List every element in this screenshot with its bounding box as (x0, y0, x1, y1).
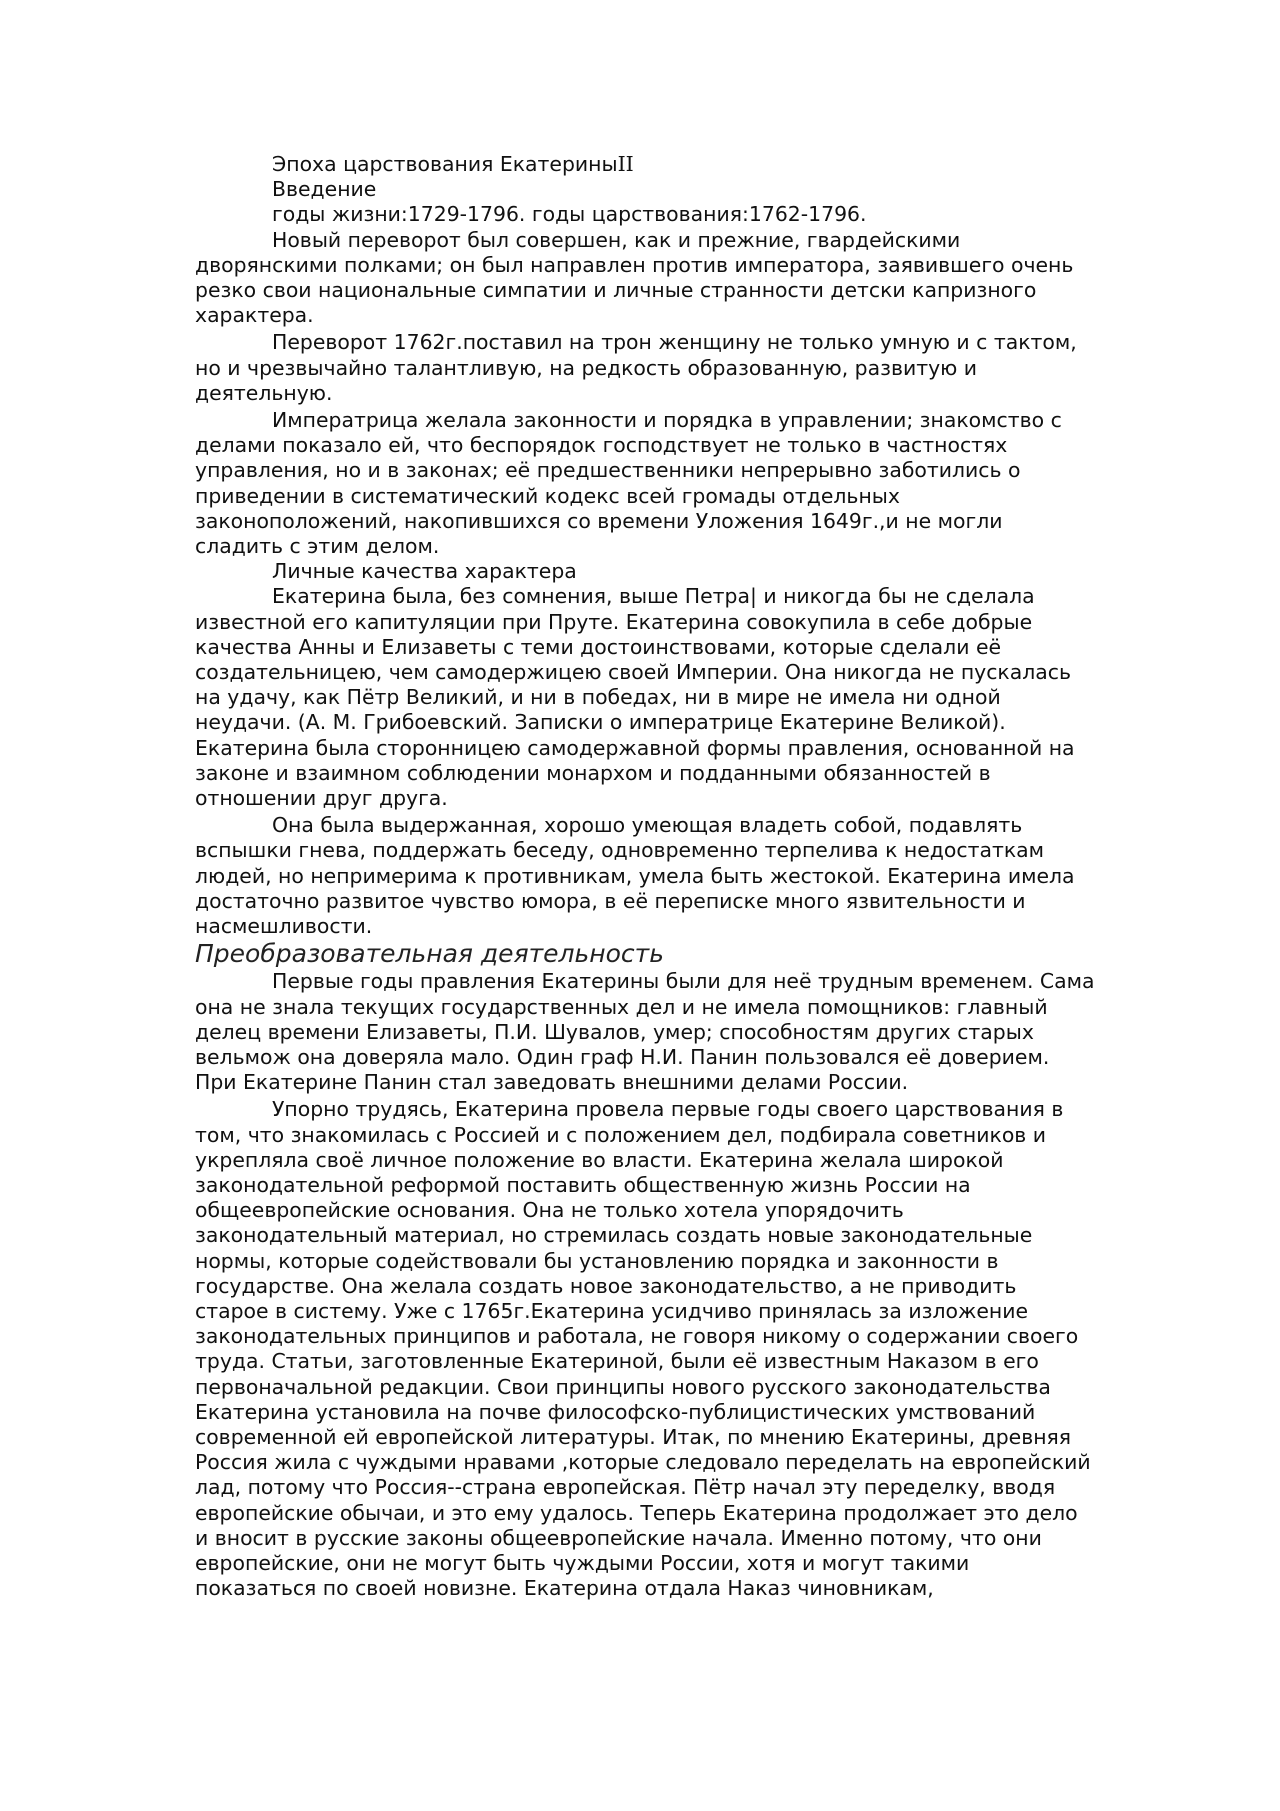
intro-heading: Введение (272, 177, 377, 202)
title-text: Эпоха царствования Екатерины (272, 152, 618, 176)
reform-heading: Преобразовательная деятельность (195, 939, 664, 969)
paragraph: Императрица желала законности и порядка в управлении; знакомство с делами показало ей, что беспорядок господствует не только в частностях управления, но и в законах; её предшественники непрерывно заботились о приведении в систематический кодекс всей громады отдельных законоположений, накопившихся со времени Уложения 1649г.,и не могли сладить с этим делом. (195, 408, 1062, 559)
title-numeral: II (617, 152, 634, 176)
document-title (195, 152, 1095, 177)
paragraph: Упорно трудясь, Екатерина провела первые годы своего царствования в том, что знакомилась с Россией и с положением дел, подбирала советников и укрепляла своё личное положение во власти. Екатерина желала широкой законодательной реформой поставить общественную жизнь России на общеевропейские основания. Она не только хотела упорядочить законодательный материал, но стремилась создать новые законодательные нормы, которые содействовали бы установлению порядка и законности в государстве. Она желала создать новое законодательство, а не приводить старое в систему. Уже с 1765г.Екатерина усидчиво принялась за изложение законодательных принципов и работала, не говоря никому о содержании своего труда. Статьи, заготовленные Екатериной, были её известным Наказом в его первоначальной редакции. Свои принципы нового русского законодательства Екатерина установила на почве философско-публицистических умствований современной ей европейской литературы. Итак, по мнению Екатерины, древняя Россия жила с чуждыми нравами ,которые следовало переделать на европейский лад, потому что Россия--страна европейская. Пётр начал эту переделку, вводя европейские обычаи, и это ему удалось. Теперь Екатерина продолжает это дело и вносит в русские законы общеевропейские начала. Именно потому, что они европейские, они не могут быть чуждыми России, хотя и могут такими показаться по своей новизне. Екатерина отдала Наказ чиновникам, (195, 1097, 1091, 1601)
personal-heading: Личные качества характера (272, 559, 577, 584)
paragraph: Первые годы правления Екатерины были для неё трудным временем. Сама она не знала текущих государственных дел и не имела помощников: главный делец времени Елизаветы, П.И. Шувалов, умер; способностям других старых вельмож она доверяла мало. Один граф Н.И. Панин пользовался её доверием. При Екатерине Панин стал заведовать внешними делами России. (195, 969, 1095, 1095)
paragraph: Она была выдержанная, хорошо умеющая владеть собой, подавлять вспышки гнева, поддержать беседу, одновременно терпелива к недостаткам людей, но непримерима к противникам, умела быть жестокой. Екатерина имела достаточно развитое чувство юмора, в её переписке много язвительности и насмешливости. (195, 813, 1075, 939)
document-body (195, 152, 1095, 1601)
paragraph: Екатерина была, без сомнения, выше Петра| и никогда бы не сделала известной его капитуляции при Пруте. Екатерина совокупила в себе добрые качества Анны и Елизаветы с теми достоинствовами, которые сделали её создательницею, чем самодержицею своей Империи. Она никогда не пускалась на удачу, как Пётр Великий, и ни в победах, ни в мире не имела ни одной неудачи. (А. М. Грибоевский. Записки о императрице Екатерине Великой). Екатерина была сторонницею самодержавной формы правления, основанной на законе и взаимном соблюдении монархом и подданными обязанностей в отношении друг друга. (195, 584, 1075, 811)
paragraph: Новый переворот был совершен, как и прежние, гвардейскими дворянскими полками; он был направлен против императора, заявившего очень резко свои национальные симпатии и личные странности детски капризного характера. (195, 227, 1074, 328)
years-line: годы жизни:1729-1796. годы царствования:1762-1796. (272, 202, 867, 227)
paragraph: Переворот 1762г.поставил на трон женщину не только умную и с тактом, но и чрезвычайно талантливую, на редкость образованную, развитую и деятельную. (195, 330, 1077, 405)
